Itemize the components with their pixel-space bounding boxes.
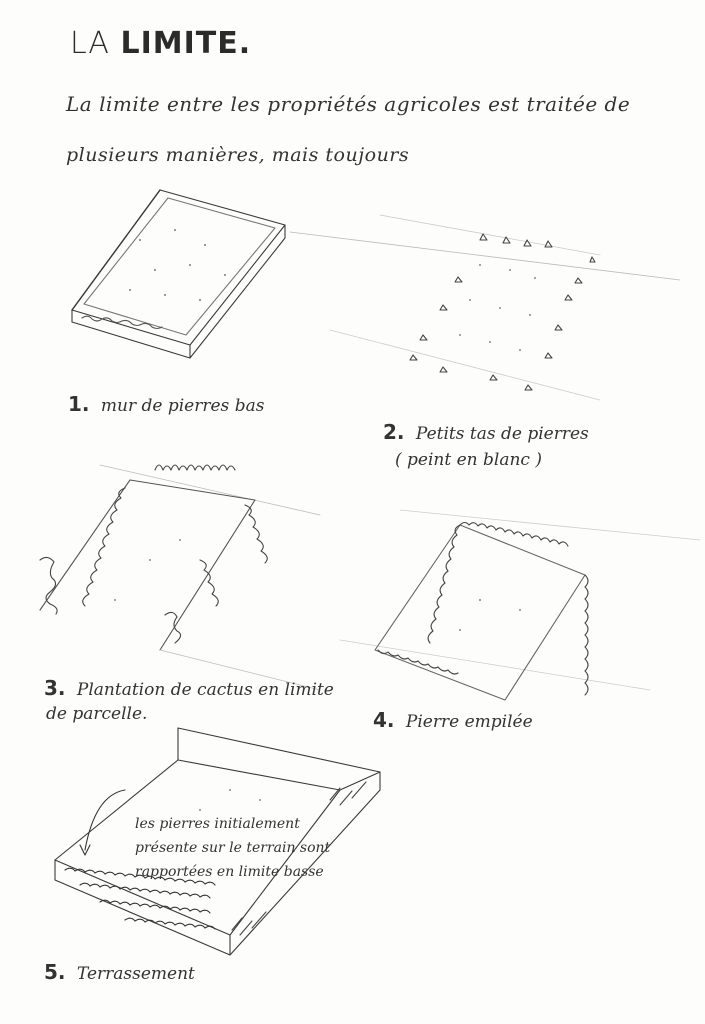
annotation-line-2: présente sur le terrain sont (135, 840, 331, 856)
title-part-1: LA (70, 26, 110, 61)
sketch-2-stone-heaps (330, 215, 600, 400)
sketch-1-low-wall (72, 190, 680, 358)
caption-5 (44, 960, 195, 984)
annotation (135, 812, 330, 884)
caption-4-number: 4. (373, 708, 395, 732)
annotation-line-3: rapportées en limite basse (135, 864, 324, 880)
sketch-4-stacked-stones (340, 510, 700, 700)
caption-4 (373, 708, 533, 732)
caption-4-text: Pierre empilée (405, 712, 533, 732)
caption-5-text: Terrassement (76, 964, 195, 984)
title-part-2: LIMITE. (120, 26, 252, 61)
caption-3 (44, 676, 334, 700)
caption-3-text: Plantation de cactus en limite (76, 680, 334, 700)
caption-3-number: 3. (44, 676, 66, 700)
caption-1-text: mur de pierres bas (100, 396, 265, 416)
caption-2-text: Petits tas de pierres (415, 424, 589, 444)
annotation-line-1: les pierres initialement (135, 816, 300, 832)
sketch-3-cactus-border (40, 465, 320, 690)
caption-3-line-2: de parcelle. (46, 704, 148, 724)
caption-2-line-2: ( peint en blanc ) (395, 450, 542, 470)
intro-line-2: plusieurs manières, mais toujours (66, 144, 410, 166)
caption-2-number: 2. (383, 420, 405, 444)
intro-line-1: La limite entre les propriétés agricoles est traitée de (66, 92, 631, 116)
caption-1 (68, 392, 264, 416)
caption-2 (383, 420, 589, 444)
caption-5-number: 5. (44, 960, 66, 984)
caption-1-number: 1. (68, 392, 90, 416)
